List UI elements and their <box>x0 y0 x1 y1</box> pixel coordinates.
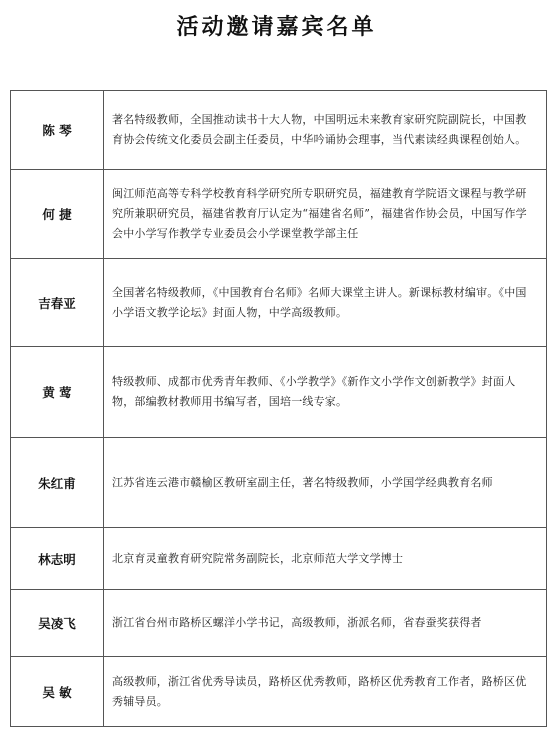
table-row <box>11 170 547 259</box>
table-row <box>11 590 547 657</box>
guest-description: 闽江师范高等专科学校教育科学研究所专职研究员，福建教育学院语文课程与教学研究所兼职研究员，福建省教育厅认定为“福建省名师”，福建省作协会员，中国写作学会中小学写作教学专业委员会小学课堂教学部主任 <box>104 170 547 259</box>
guest-description: 全国著名特级教师，《中国教育台名师》名师大课堂主讲人。新课标教材编审。《中国小学语文教学论坛》封面人物，中学高级教师。 <box>104 259 547 347</box>
guest-name: 林志明 <box>11 528 104 590</box>
table-row <box>11 347 547 438</box>
guest-name: 吉春亚 <box>11 259 104 347</box>
guest-description: 江苏省连云港市赣榆区教研室副主任，著名特级教师，小学国学经典教育名师 <box>104 438 547 528</box>
page-title: 活动邀请嘉宾名单 <box>176 15 377 40</box>
table-row <box>11 657 547 727</box>
table-row <box>11 259 547 347</box>
guest-description: 著名特级教师，全国推动读书十大人物，中国明远未来教育家研究院副院长，中国教育协会传统文化委员会副主任委员，中华吟诵协会理事，当代素读经典课程创始人。 <box>104 91 547 170</box>
guest-name: 朱红甫 <box>11 438 104 528</box>
guest-description: 高级教师，浙江省优秀导读员，路桥区优秀教师，路桥区优秀教育工作者，路桥区优秀辅导员。 <box>104 657 547 727</box>
guest-name: 何 捷 <box>11 170 104 259</box>
guest-description: 浙江省台州市路桥区螺洋小学书记，高级教师，浙派名师，省春蚕奖获得者 <box>104 590 547 657</box>
guest-description: 特级教师、成都市优秀青年教师、《小学教学》《新作文小学作文创新教学》封面人物，部编教材教师用书编写者，国培一线专家。 <box>104 347 547 438</box>
table-row <box>11 91 547 170</box>
guest-name: 黄 莺 <box>11 347 104 438</box>
guest-name: 吴凌飞 <box>11 590 104 657</box>
table-row <box>11 528 547 590</box>
table-row <box>11 438 547 528</box>
guest-name: 吴 敏 <box>11 657 104 727</box>
guest-list-table <box>10 90 547 727</box>
guest-description: 北京育灵童教育研究院常务副院长，北京师范大学文学博士 <box>104 528 547 590</box>
guest-name: 陈 琴 <box>11 91 104 170</box>
